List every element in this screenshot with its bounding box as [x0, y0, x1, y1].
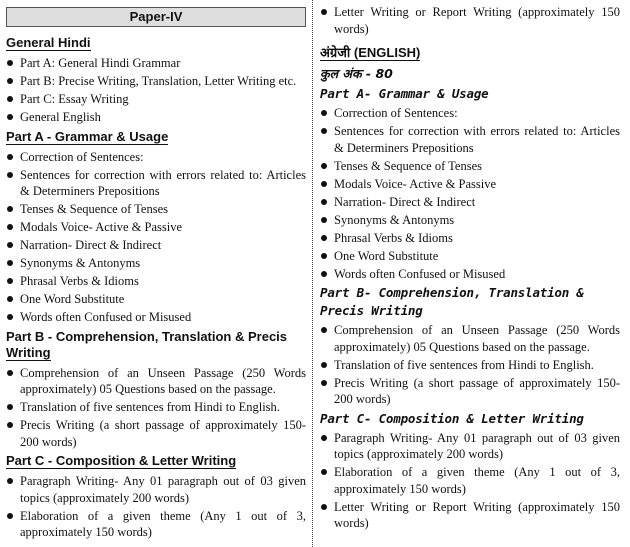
list-item: Phrasal Verbs & Idioms — [6, 273, 306, 290]
part-a-list — [320, 105, 620, 282]
list-item: Words often Confused or Misused — [6, 309, 306, 326]
list-item: Tenses & Sequence of Tenses — [6, 201, 306, 218]
list-item: Part B: Precise Writing, Translation, Letter Writing etc. — [6, 73, 306, 90]
list-item: Tenses & Sequence of Tenses — [320, 158, 620, 175]
list-item: Precis Writing (a short passage of approximately 150-200 words) — [320, 375, 620, 408]
paper-title-box: Paper-IV — [6, 7, 306, 27]
part-b-list — [320, 322, 620, 408]
part-a-heading: Part A - Grammar & Usage — [6, 128, 169, 144]
list-item: Synonyms & Antonyms — [320, 212, 620, 229]
list-item: Translation of five sentences from Hindi to English. — [6, 399, 306, 416]
list-item: Paragraph Writing- Any 01 paragraph out of 03 given topics (approximately 200 words) — [320, 430, 620, 463]
list-item: Correction of Sentences: — [6, 149, 306, 166]
list-item: Words often Confused or Misused — [320, 266, 620, 283]
list-item: Sentences for correction with errors related to: Articles & Determiners Prepositions — [320, 123, 620, 156]
list-item: Phrasal Verbs & Idioms — [320, 230, 620, 247]
list-item: Modals Voice- Active & Passive — [6, 219, 306, 236]
total-marks: कुल अंक - 80 — [320, 66, 393, 81]
list-item: Elaboration of a given theme (Any 1 out of 3, approximately 150 words) — [320, 464, 620, 497]
column-divider — [312, 0, 313, 547]
general-hindi-heading: General Hindi — [6, 35, 91, 50]
list-item: One Word Substitute — [6, 291, 306, 308]
list-item: Precis Writing (a short passage of approximately 150-200 words) — [6, 417, 306, 450]
part-c-heading: Part C- Composition & Letter Writing — [320, 410, 584, 426]
english-heading: अंग्रेजी (ENGLISH) — [320, 45, 421, 60]
list-item: Sentences for correction with errors related to: Articles & Determiners Prepositions — [6, 167, 306, 200]
part-c-list — [320, 430, 620, 532]
list-item: Comprehension of an Unseen Passage (250 Words approximately) 05 Questions based on the passage. — [320, 322, 620, 355]
continued-list — [320, 4, 620, 37]
list-item: Paragraph Writing- Any 01 paragraph out of 03 given topics (approximately 200 words) — [6, 473, 306, 506]
part-b-heading: Part B - Comprehension, Translation & Precis Writing — [6, 328, 288, 360]
list-item: Part A: General Hindi Grammar — [6, 55, 306, 72]
part-c-heading: Part C - Composition & Letter Writing — [6, 453, 237, 468]
part-b-heading: Part B- Comprehension, Translation & Precis Writing — [320, 285, 584, 318]
general-hindi-list — [6, 55, 306, 126]
list-item: Letter Writing or Report Writing (approximately 150 words) — [320, 4, 620, 37]
part-b-list — [6, 365, 306, 451]
part-c-list — [6, 473, 306, 541]
list-item: Translation of five sentences from Hindi to English. — [320, 357, 620, 374]
list-item: Modals Voice- Active & Passive — [320, 176, 620, 193]
list-item: One Word Substitute — [320, 248, 620, 265]
list-item: Narration- Direct & Indirect — [6, 237, 306, 254]
list-item: Synonyms & Antonyms — [6, 255, 306, 272]
left-column — [6, 0, 306, 542]
list-item: Elaboration of a given theme (Any 1 out of 3, approximately 150 words) — [6, 508, 306, 541]
list-item: Narration- Direct & Indirect — [320, 194, 620, 211]
right-column — [320, 0, 620, 533]
list-item: Letter Writing or Report Writing (approximately 150 words) — [320, 499, 620, 532]
part-a-heading: Part A- Grammar & Usage — [320, 86, 489, 101]
list-item: Correction of Sentences: — [320, 105, 620, 122]
list-item: Comprehension of an Unseen Passage (250 Words approximately) 05 Questions based on the passage. — [6, 365, 306, 398]
list-item: Part C: Essay Writing — [6, 91, 306, 108]
part-a-list — [6, 149, 306, 326]
list-item: General English — [6, 109, 306, 126]
